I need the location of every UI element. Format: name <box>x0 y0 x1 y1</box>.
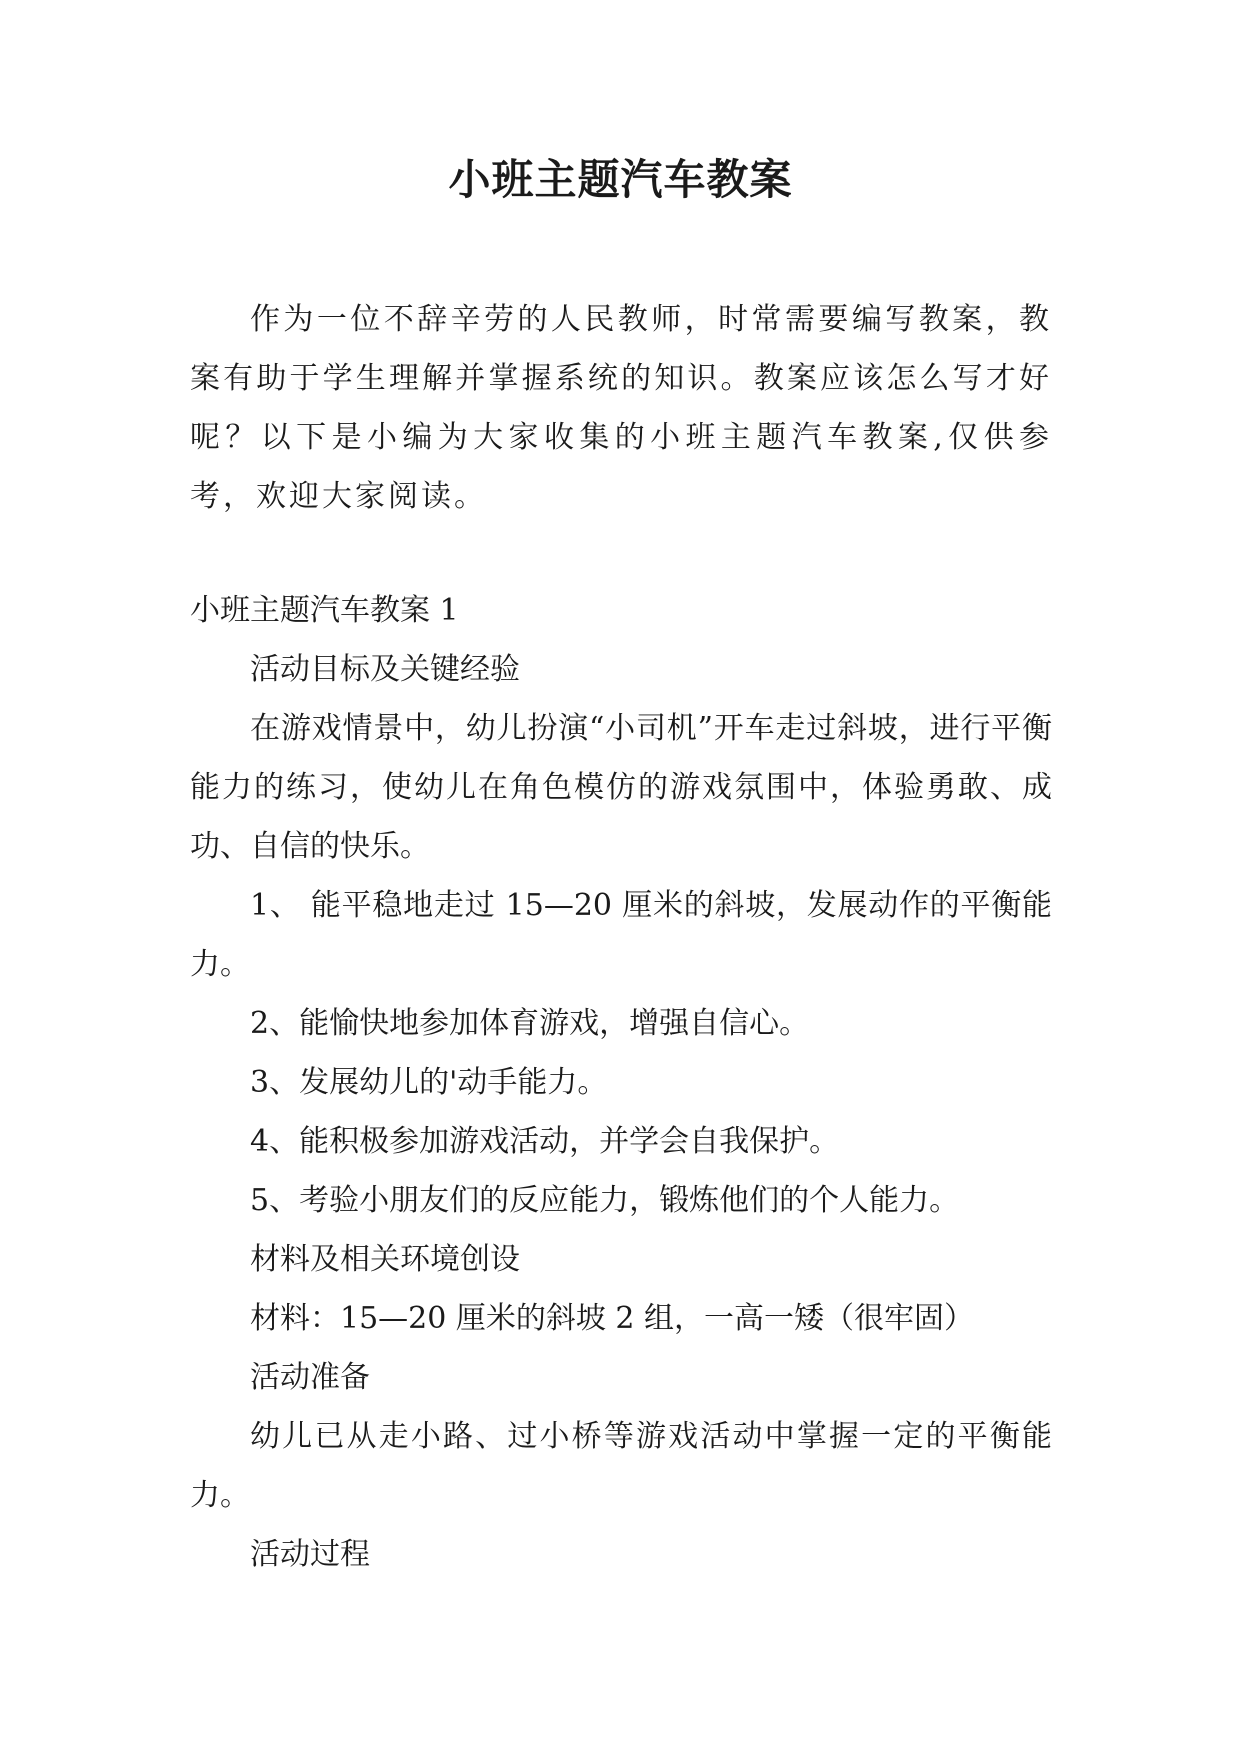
document-body <box>190 290 1052 1584</box>
paragraph-item-3: 3、发展幼儿的'动手能力。 <box>250 1065 608 1100</box>
section-title: 小班主题汽车教案 1 <box>190 593 459 628</box>
paragraph-item-5: 5、考验小朋友们的反应能力，锻炼他们的个人能力。 <box>250 1183 960 1218</box>
paragraph-item-1: 1、 能平稳地走过 15—20 厘米的斜坡，发展动作的平衡能力。 <box>190 888 1052 982</box>
paragraph-preparation: 幼儿已从走小路、过小桥等游戏活动中掌握一定的平衡能力。 <box>190 1419 1052 1513</box>
paragraph-goals-heading: 活动目标及关键经验 <box>250 652 520 687</box>
paragraph-item-2: 2、能愉快地参加体育游戏，增强自信心。 <box>250 1006 810 1041</box>
paragraph-goals: 在游戏情景中，幼儿扮演“小司机”开车走过斜坡，进行平衡能力的练习，使幼儿在角色模仿的游戏氛围中，体验勇敢、成功、自信的快乐。 <box>190 711 1052 864</box>
paragraph-materials-heading: 材料及相关环境创设 <box>250 1242 520 1277</box>
spacer <box>190 526 1052 581</box>
paragraph-preparation-heading: 活动准备 <box>250 1360 370 1395</box>
paragraph-process-heading: 活动过程 <box>250 1537 370 1572</box>
intro-paragraph: 作为一位不辞辛劳的人民教师，时常需要编写教案，教案有助于学生理解并掌握系统的知识。教案应该怎么写才好呢？以下是小编为大家收集的小班主题汽车教案,仅供参考，欢迎大家阅读。 <box>190 302 1052 514</box>
document-title: 小班主题汽车教案 <box>448 155 793 204</box>
paragraph-materials: 材料：15—20 厘米的斜坡 2 组，一高一矮（很牢固） <box>250 1301 975 1336</box>
paragraph-item-4: 4、能积极参加游戏活动，并学会自我保护。 <box>250 1124 840 1159</box>
